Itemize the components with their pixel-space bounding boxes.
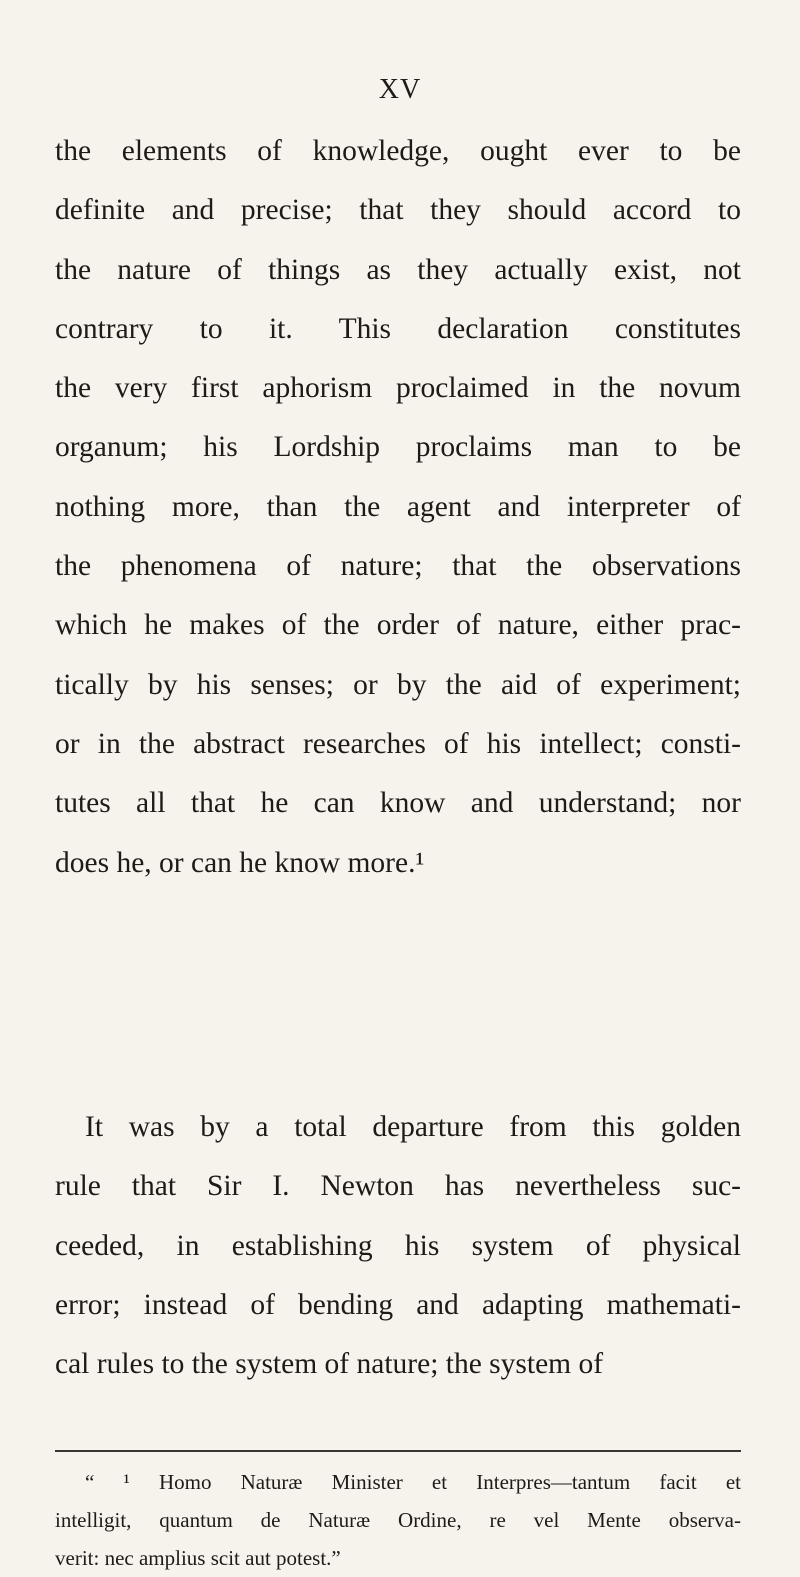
text-line: cal rules to the system of nature; the system of	[55, 1348, 604, 1381]
text-line: organum; his Lordship proclaims man to be	[55, 431, 741, 464]
text-line: rule that Sir I. Newton has nevertheless suc-	[55, 1170, 741, 1203]
text-line: the nature of things as they actually exist, not	[55, 253, 741, 286]
text-line: tutes all that he can know and understand; nor	[55, 787, 741, 820]
paragraph-2	[55, 1098, 741, 1394]
footnote-line: “ ¹ Homo Naturæ Minister et Interpres—tantum facit et	[85, 1470, 741, 1494]
text-line: the very first aphorism proclaimed in the novum	[55, 372, 741, 405]
text-line: error; instead of bending and adapting mathemati-	[55, 1288, 741, 1321]
text-line: does he, or can he know more.¹	[55, 846, 425, 879]
text-line: or in the abstract researches of his intellect; consti-	[55, 727, 741, 760]
text-line: the elements of knowledge, ought ever to be	[55, 135, 741, 167]
text-line: which he makes of the order of nature, either prac-	[55, 609, 741, 642]
footnote-divider	[55, 1450, 741, 1452]
text-line: the phenomena of nature; that the observations	[55, 550, 741, 583]
paragraph-1	[55, 122, 741, 893]
text-line: definite and precise; that they should accord to	[55, 194, 741, 227]
footnote-line: intelligit, quantum de Naturæ Ordine, re vel Mente observa-	[55, 1508, 741, 1532]
footnote-line: verit: nec amplius scit aut potest.”	[55, 1546, 341, 1570]
footnote	[55, 1463, 741, 1577]
page-number: XV	[378, 74, 422, 105]
text-line: tically by his senses; or by the aid of experiment;	[55, 668, 741, 701]
text-line: contrary to it. This declaration constitutes	[55, 312, 741, 345]
text-line: nothing more, than the agent and interpreter of	[55, 490, 741, 523]
text-line: It was by a total departure from this golden	[85, 1111, 741, 1143]
text-line: ceeded, in establishing his system of physical	[55, 1229, 741, 1262]
